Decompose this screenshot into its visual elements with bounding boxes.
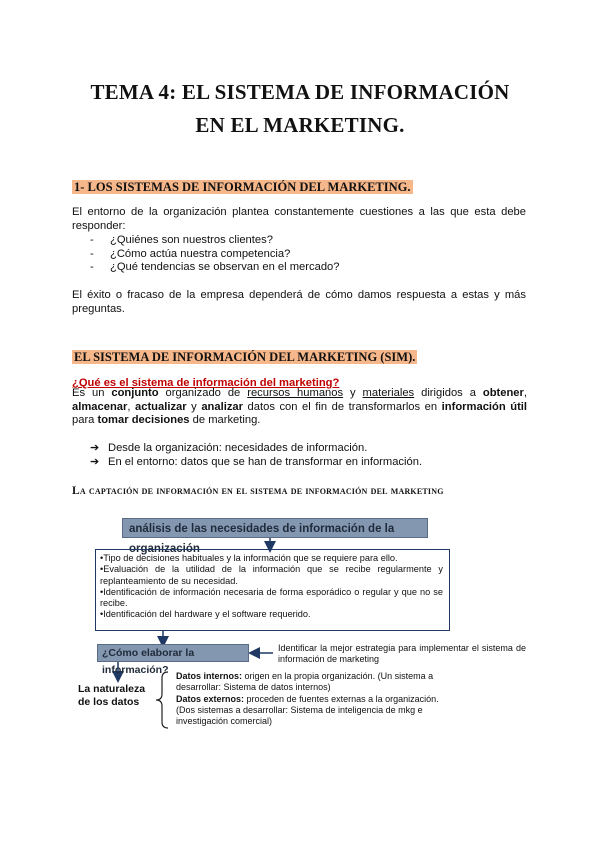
data-nature-label: La naturaleza de los datos bbox=[78, 683, 146, 708]
section-1-intro: El entorno de la organización plantea constantemente cuestiones a las que esta debe responder: bbox=[72, 206, 526, 232]
page-title-line-2: EN EL MARKETING. bbox=[195, 113, 405, 137]
sim-question-text: ¿Qué es el sistema de información del marketing? bbox=[72, 377, 340, 389]
external-data-text bbox=[176, 694, 451, 727]
def-text: y bbox=[343, 387, 363, 399]
def-bold: analizar bbox=[201, 400, 243, 413]
def-underline: recursos humanos bbox=[247, 387, 344, 399]
question-text: ¿Qué tendencias se observan en el mercado? bbox=[110, 261, 340, 274]
needs-item: •Evaluación de la utilidad de la información que se recibe regularmente y replanteamiento de su necesidad. bbox=[100, 564, 443, 586]
right-arrow-icon: ➔ bbox=[90, 442, 100, 454]
def-text: , bbox=[523, 387, 527, 399]
def-text: datos con el fin de transformarlos en bbox=[243, 400, 442, 413]
def-text: y bbox=[186, 400, 202, 413]
def-text: , bbox=[127, 400, 136, 413]
dash-bullet: - bbox=[90, 247, 94, 260]
def-bold: tomar decisiones bbox=[97, 414, 190, 427]
dash-bullet: - bbox=[90, 234, 94, 246]
def-text: dirigidos a bbox=[414, 387, 483, 399]
question-text: ¿Cómo actúa nuestra competencia? bbox=[110, 247, 291, 260]
page-title-line-1: TEMA 4: EL SISTEMA DE INFORMACIÓN bbox=[90, 80, 510, 104]
needs-item: •Identificación del hardware y el software requerido. bbox=[100, 609, 311, 620]
internal-data-desc: origen en la propia organización. (Un sistema a desarrollar: Sistema de datos internos) bbox=[176, 671, 434, 692]
internal-data-label: Datos internos: bbox=[176, 671, 243, 681]
def-bold: conjunto bbox=[111, 387, 159, 399]
needs-analysis-box: análisis de las necesidades de información de la organización bbox=[122, 518, 428, 538]
arrow-item-text: En el entorno: datos que se han de transformar en información. bbox=[108, 455, 423, 468]
def-bold: actualizar bbox=[135, 400, 187, 413]
external-data-desc: proceden de fuentes externas a la organización. (Dos sistemas a desarrollar: Sistema de inteligencia de mkg e investigación comercial) bbox=[176, 694, 439, 726]
right-arrow-icon: ➔ bbox=[90, 455, 100, 468]
def-bold: almacenar bbox=[72, 400, 128, 413]
section-2-subheading: La captación de información en el sistema de información del marketing bbox=[72, 485, 444, 497]
needs-list-box bbox=[95, 549, 450, 631]
question-text: ¿Quiénes son nuestros clientes? bbox=[110, 234, 273, 246]
needs-item: •Tipo de decisiones habituales y la información que se requiere para ello. bbox=[100, 553, 398, 563]
def-text: para bbox=[72, 414, 98, 427]
def-underline: materiales bbox=[362, 387, 415, 399]
def-text: organizado de bbox=[158, 387, 248, 399]
dash-bullet: - bbox=[90, 261, 94, 274]
strategy-note: Identificar la mejor estrategia para implementar el sistema de información de marketing bbox=[278, 643, 526, 664]
def-bold: obtener bbox=[482, 387, 524, 399]
how-to-elaborate-box: ¿Cómo elaborar la información? bbox=[97, 644, 249, 662]
def-text: de marketing. bbox=[189, 414, 261, 427]
def-text: Es un bbox=[72, 387, 112, 399]
internal-data-text bbox=[176, 671, 446, 693]
section-1-heading-text: 1- LOS SISTEMAS DE INFORMACIÓN DEL MARKETING. bbox=[74, 180, 411, 194]
arrow-item-text: Desde la organización: necesidades de información. bbox=[108, 442, 368, 454]
external-data-label: Datos externos: bbox=[176, 694, 245, 704]
needs-item: •Identificación de información necesaria de forma esporádico o regular y que no se recibe. bbox=[100, 586, 443, 609]
section-1-closing: El éxito o fracaso de la empresa dependerá de cómo damos respuesta a estas y más preguntas. bbox=[72, 289, 526, 315]
def-bold: información útil bbox=[441, 400, 528, 413]
section-2-heading-text: EL SISTEMA DE INFORMACIÓN DEL MARKETING (SIM). bbox=[74, 350, 416, 364]
